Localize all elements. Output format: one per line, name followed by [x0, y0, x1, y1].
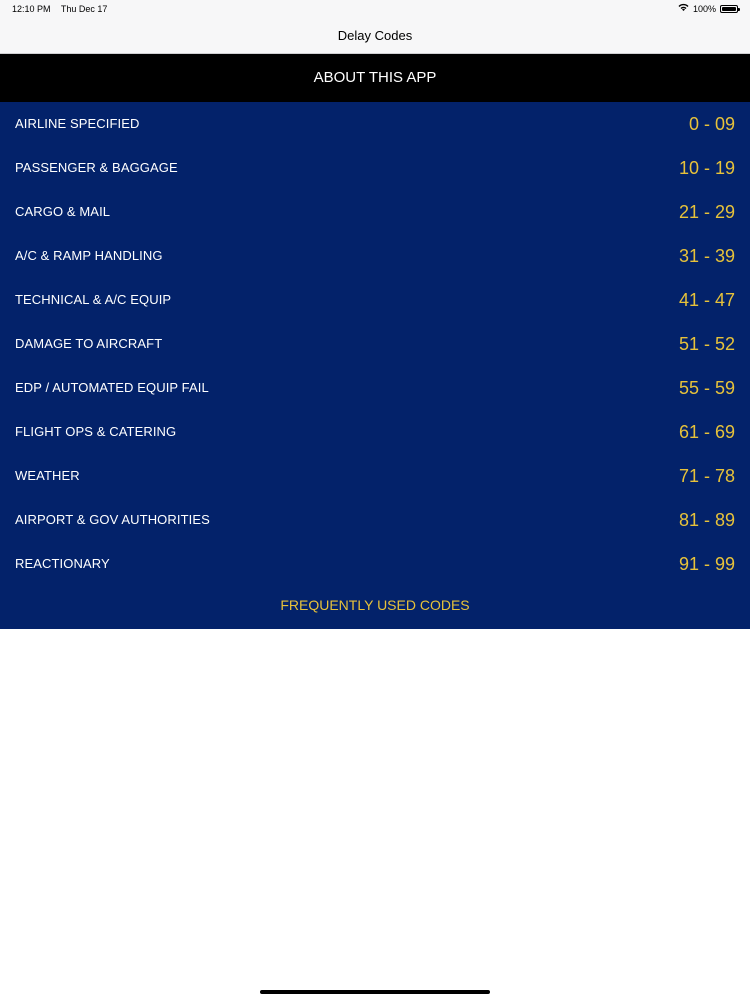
code-range: 10 - 19: [678, 158, 735, 178]
code-row-technical-equip[interactable]: [0, 278, 750, 322]
code-range: 61 - 69: [678, 422, 735, 442]
code-row-damage-to-aircraft[interactable]: [0, 322, 750, 366]
delay-code-list: [0, 102, 750, 629]
code-label: TECHNICAL & A/C EQUIP: [15, 292, 172, 307]
code-row-weather[interactable]: [0, 454, 750, 498]
code-range: 81 - 89: [678, 510, 735, 530]
frequently-used-codes-button[interactable]: FREQUENTLY USED CODES: [280, 597, 470, 613]
wifi-icon: [678, 3, 689, 14]
code-label: DAMAGE TO AIRCRAFT: [15, 336, 163, 351]
status-left: [12, 4, 115, 14]
code-range: 41 - 47: [678, 290, 735, 310]
code-range: 21 - 29: [678, 202, 735, 222]
code-row-reactionary[interactable]: [0, 542, 750, 586]
code-range: 51 - 52: [678, 334, 735, 354]
code-label: A/C & RAMP HANDLING: [15, 248, 163, 263]
status-time: 12:10 PM: [12, 4, 51, 14]
code-label: REACTIONARY: [15, 556, 110, 571]
code-range: 71 - 78: [678, 466, 735, 486]
code-row-airport-gov-authorities[interactable]: [0, 498, 750, 542]
code-row-flight-ops-catering[interactable]: [0, 410, 750, 454]
code-range: 91 - 99: [678, 554, 735, 574]
status-right: [678, 3, 738, 14]
code-label: AIRLINE SPECIFIED: [15, 116, 140, 131]
code-row-ramp-handling[interactable]: [0, 234, 750, 278]
about-this-app-button[interactable]: ABOUT THIS APP: [0, 54, 750, 102]
battery-icon: [720, 5, 738, 13]
code-range: 55 - 59: [678, 378, 735, 398]
code-label: FLIGHT OPS & CATERING: [15, 424, 177, 439]
navigation-bar: [0, 18, 750, 54]
code-label: PASSENGER & BAGGAGE: [15, 160, 178, 175]
code-row-edp-automated-equip-fail[interactable]: [0, 366, 750, 410]
code-range: 0 - 09: [688, 114, 735, 134]
code-row-cargo-mail[interactable]: [0, 190, 750, 234]
code-range: 31 - 39: [678, 246, 735, 266]
code-row-passenger-baggage[interactable]: [0, 146, 750, 190]
code-label: WEATHER: [15, 468, 80, 483]
code-label: EDP / AUTOMATED EQUIP FAIL: [15, 380, 209, 395]
code-label: AIRPORT & GOV AUTHORITIES: [15, 512, 210, 527]
code-label: CARGO & MAIL: [15, 204, 111, 219]
page-title: Delay Codes: [337, 28, 413, 43]
status-bar: [0, 0, 750, 18]
status-date: Thu Dec 17: [60, 4, 108, 14]
home-indicator[interactable]: [260, 990, 490, 994]
battery-percent: 100%: [692, 3, 716, 14]
code-row-airline-specified[interactable]: [0, 102, 750, 146]
